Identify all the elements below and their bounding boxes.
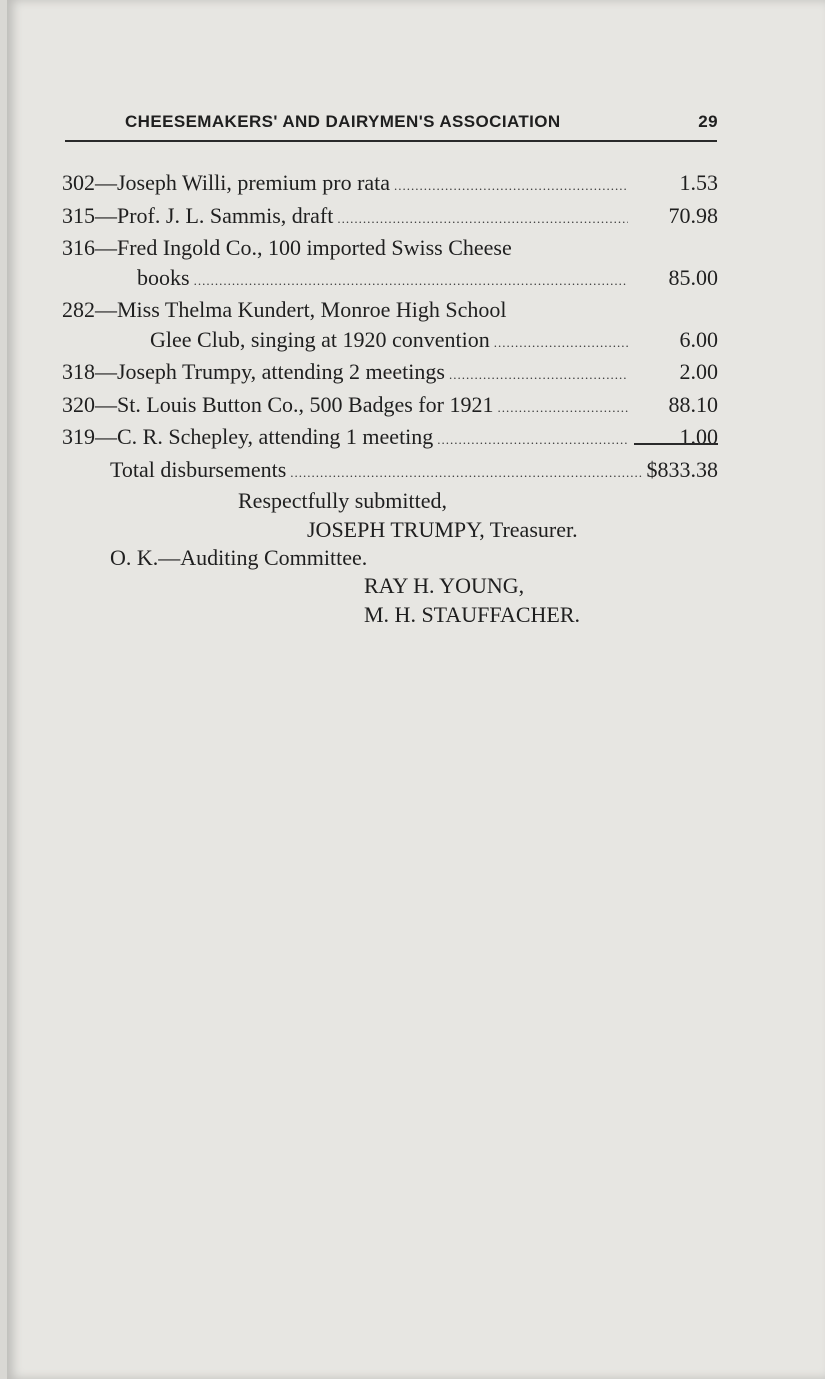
sum-rule <box>634 443 718 445</box>
leader-dots <box>394 171 628 201</box>
entry-amount: 70.98 <box>668 202 718 228</box>
treasurer-signature: JOSEPH TRUMPY, Treasurer. <box>307 517 578 542</box>
entry-text: 320—St. Louis Button Co., 500 Badges for 1921 <box>62 391 494 417</box>
list-item <box>62 295 718 357</box>
leader-dots <box>194 266 628 296</box>
list-item <box>62 422 718 455</box>
entry-amount: 6.00 <box>679 326 718 352</box>
disbursement-list <box>62 168 718 455</box>
entry-text: 319—C. R. Schepley, attending 1 meeting <box>62 424 434 449</box>
total-label: Total disbursements <box>110 457 287 482</box>
total-row <box>110 455 718 488</box>
leader-dots <box>494 328 628 358</box>
list-item <box>62 168 718 201</box>
respectfully-submitted: Respectfully submitted, <box>238 488 447 513</box>
entry-text-continued: Glee Club, singing at 1920 convention <box>150 326 490 352</box>
list-item <box>62 201 718 234</box>
entry-text-continued: books <box>137 264 190 290</box>
entry-text: 316—Fred Ingold Co., 100 imported Swiss Cheese <box>62 235 512 260</box>
leader-dots <box>449 360 628 390</box>
entry-amount: 1.00 <box>679 424 718 449</box>
header-rule <box>65 140 717 142</box>
leader-dots <box>437 425 628 455</box>
auditing-committee-line: O. K.—Auditing Committee. <box>110 545 368 570</box>
entry-text: 302—Joseph Willi, premium pro rata <box>62 170 391 195</box>
list-item <box>62 390 718 423</box>
page <box>7 0 825 1379</box>
entry-text: 315—Prof. J. L. Sammis, draft <box>62 202 334 228</box>
committee-member: RAY H. YOUNG, <box>364 573 525 598</box>
page-number: 29 <box>698 112 718 131</box>
total-amount: $833.38 <box>646 457 718 482</box>
running-head-title: CHEESEMAKERS' AND DAIRYMEN'S ASSOCIATION <box>125 112 561 131</box>
entry-amount: 1.53 <box>679 170 718 195</box>
leader-dots <box>337 204 628 234</box>
list-item <box>62 233 718 295</box>
leader-dots <box>290 458 642 488</box>
entry-amount: 88.10 <box>668 391 718 417</box>
running-head <box>125 112 718 132</box>
entry-text: 282—Miss Thelma Kundert, Monroe High School <box>62 297 507 322</box>
list-item <box>62 357 718 390</box>
entry-amount: 85.00 <box>668 264 718 290</box>
committee-member: M. H. STAUFFACHER. <box>364 602 581 627</box>
entry-text: 318—Joseph Trumpy, attending 2 meetings <box>62 359 445 384</box>
leader-dots <box>497 393 628 423</box>
entry-amount: 2.00 <box>679 359 718 384</box>
